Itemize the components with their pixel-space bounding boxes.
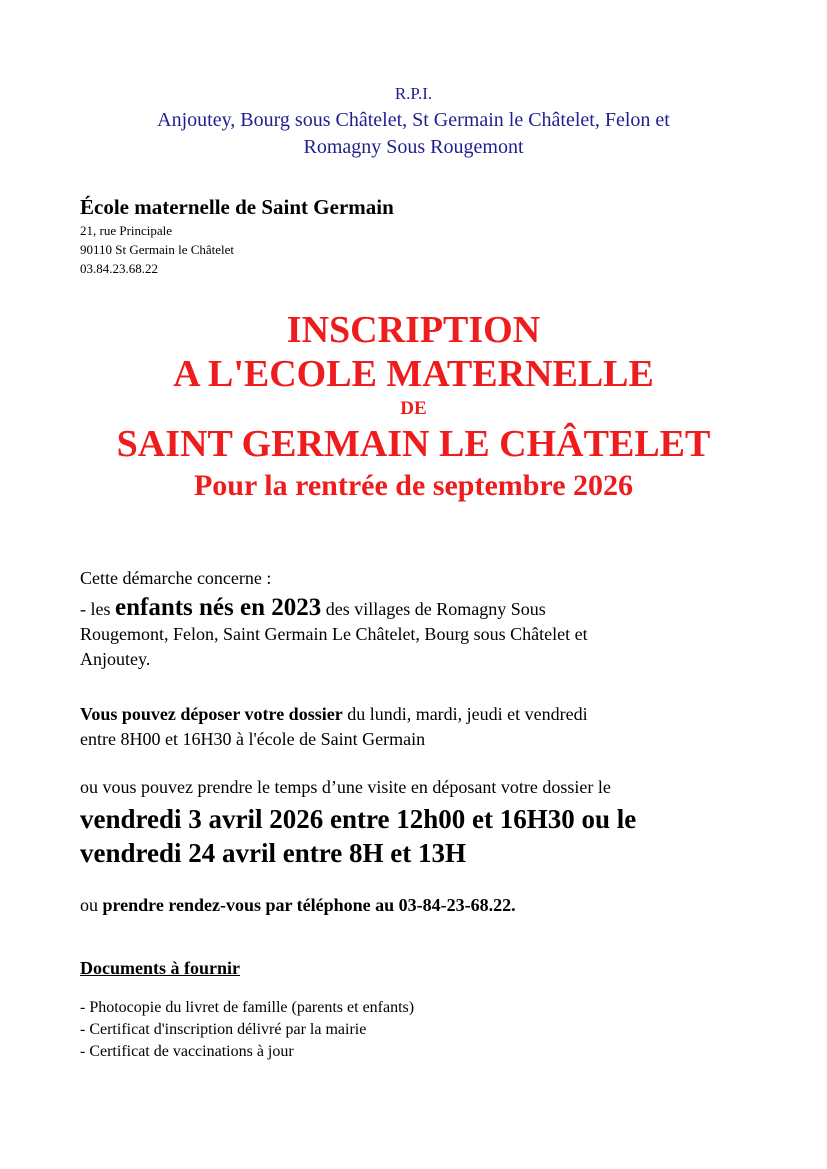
title-line4: SAINT GERMAIN LE CHÂTELET — [116, 423, 711, 465]
title-line5: Pour la rentrée de septembre 2026 — [193, 469, 634, 502]
list-item: - Photocopie du livret de famille (parents et enfants) — [80, 999, 415, 1016]
page-title — [0, 308, 827, 506]
school-address-line1: 21, rue Principale — [80, 223, 173, 238]
title-line2: A L'ECOLE MATERNELLE — [173, 353, 654, 395]
concern-intro: Cette démarche concerne : — [80, 568, 272, 588]
concern-prefix: - les — [80, 599, 115, 619]
deposit-rest-line1: du lundi, mardi, jeudi et vendredi — [342, 704, 588, 724]
visit-date-line2: vendredi 24 avril entre 8H et 13H — [80, 838, 466, 868]
concern-section — [80, 566, 760, 672]
deposit-rest-line2: entre 8H00 et 16H30 à l'école de Saint Germain — [80, 729, 426, 749]
appointment-phone: prendre rendez-vous par téléphone au 03-84-23-68.22. — [102, 895, 516, 915]
school-address-line2: 90110 St Germain le Châtelet — [80, 242, 235, 257]
concern-rest-line2: Rougemont, Felon, Saint Germain Le Châtelet, Bourg sous Châtelet et — [80, 624, 588, 644]
visit-date-line1: vendredi 3 avril 2026 entre 12h00 et 16H30 ou le — [80, 804, 637, 834]
concern-highlight: enfants nés en 2023 — [115, 594, 322, 621]
concern-rest-line1: des villages de Romagny Sous — [321, 599, 546, 619]
list-item: - Certificat d'inscription délivré par la mairie — [80, 1021, 367, 1038]
title-line3: DE — [400, 398, 427, 419]
appointment-prefix: ou — [80, 895, 103, 915]
concern-rest-line3: Anjoutey. — [80, 649, 151, 669]
list-item: - Certificat de vaccinations à jour — [80, 1043, 294, 1060]
rpi-label: R.P.I. — [394, 84, 433, 103]
title-line1: INSCRIPTION — [286, 309, 541, 351]
documents-list — [80, 997, 760, 1063]
concern-line1 — [80, 595, 760, 622]
rpi-header — [0, 80, 827, 161]
deposit-bold: Vous pouvez déposer votre dossier — [80, 704, 343, 724]
visit-intro: ou vous pouvez prendre le temps d’une visite en déposant votre dossier le — [80, 777, 611, 797]
school-name: École maternelle de Saint Germain — [80, 195, 394, 219]
documents-title: Documents à fournir — [80, 958, 240, 978]
rpi-villages-line2: Romagny Sous Rougemont — [303, 136, 524, 158]
school-phone: 03.84.23.68.22 — [80, 261, 158, 276]
deposit-section — [80, 702, 760, 752]
appointment-section — [80, 893, 760, 918]
school-info — [80, 193, 394, 278]
visit-section — [80, 775, 760, 870]
rpi-villages-line1: Anjoutey, Bourg sous Châtelet, St Germain le Châtelet, Felon et — [157, 109, 670, 131]
documents-section — [80, 956, 760, 1063]
